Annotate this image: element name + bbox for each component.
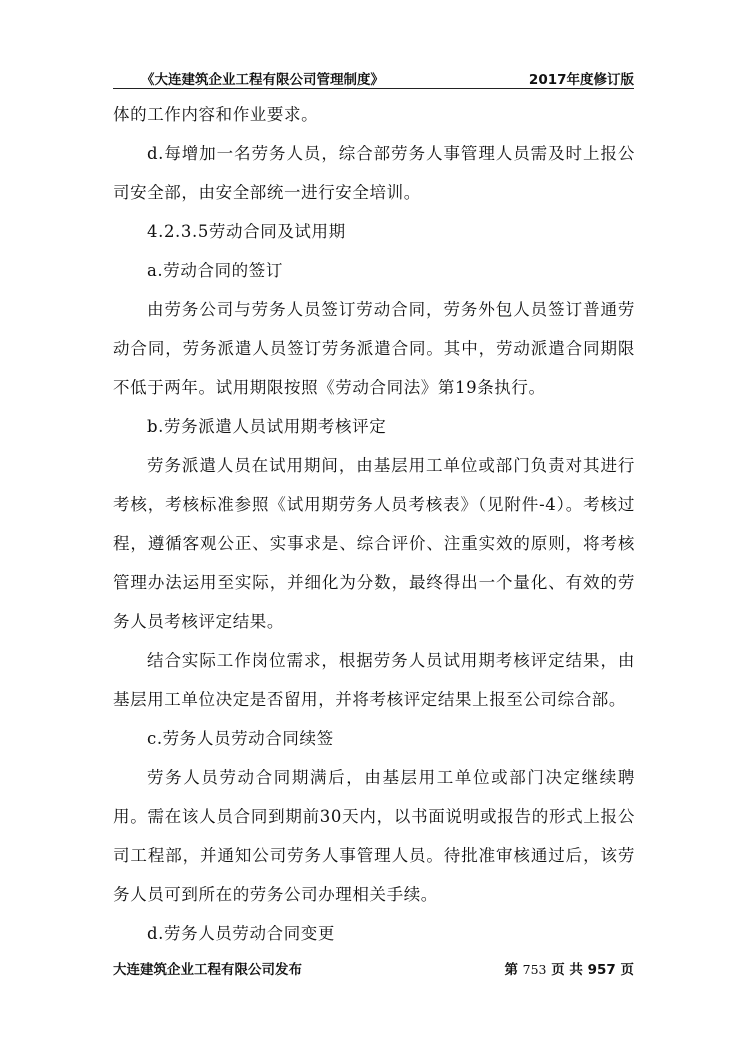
document-body — [113, 95, 635, 953]
subsection-heading-b: b.劳务派遣人员试用期考核评定 — [147, 417, 387, 436]
paragraph-item-d-safety: d.每增加一名劳务人员，综合部劳务人事管理人员需及时上报公司安全部，由安全部统一进行安全培训。 — [113, 144, 635, 202]
page-total: 957 — [587, 962, 616, 978]
page-header — [113, 66, 634, 89]
page-number — [504, 958, 634, 978]
page-current: 753 — [522, 962, 547, 977]
paragraph-contract-signing: 由劳务公司与劳务人员签订劳动合同，劳务外包人员签订普通劳动合同，劳务派遣人员签订劳务派遣合同。其中，劳动派遣合同期限不低于两年。试用期限按照《劳动合同法》第19条执行。 — [113, 300, 635, 397]
paragraph-probation-assessment: 劳务派遣人员在试用期间，由基层用工单位或部门负责对其进行考核，考核标准参照《试用期劳务人员考核表》（见附件-4）。考核过程，遵循客观公正、实事求是、综合评价、注重实效的原则，将考核管理办法运用至实际，并细化为分数，最终得出一个量化、有效的劳务人员考核评定结果。 — [113, 456, 635, 631]
page-suffix: 页 — [620, 962, 634, 978]
subsection-heading-c: c.劳务人员劳动合同续签 — [147, 729, 334, 748]
paragraph-continuation: 体的工作内容和作业要求。 — [113, 105, 319, 124]
version-label: 2017年度修订版 — [528, 72, 634, 88]
publisher-label: 大连建筑企业工程有限公司发布 — [113, 962, 302, 978]
document-title: 《大连建筑企业工程有限公司管理制度》 — [141, 72, 384, 88]
paragraph-retention-decision: 结合实际工作岗位需求，根据劳务人员试用期考核评定结果，由基层用工单位决定是否留用，并将考核评定结果上报至公司综合部。 — [113, 651, 635, 709]
page-prefix: 第 — [504, 962, 518, 978]
subsection-heading-d: d.劳务人员劳动合同变更 — [147, 924, 336, 943]
subsection-heading-a: a.劳动合同的签订 — [147, 261, 283, 280]
page-mid: 页 共 — [551, 962, 583, 978]
paragraph-contract-renewal: 劳务人员劳动合同期满后，由基层用工单位或部门决定继续聘用。需在该人员合同到期前30天内，以书面说明或报告的形式上报公司工程部，并通知公司劳务人事管理人员。待批准审核通过后，该劳务人员可到所在的劳务公司办理相关手续。 — [113, 768, 635, 904]
section-heading: 4.2.3.5劳动合同及试用期 — [147, 222, 346, 241]
